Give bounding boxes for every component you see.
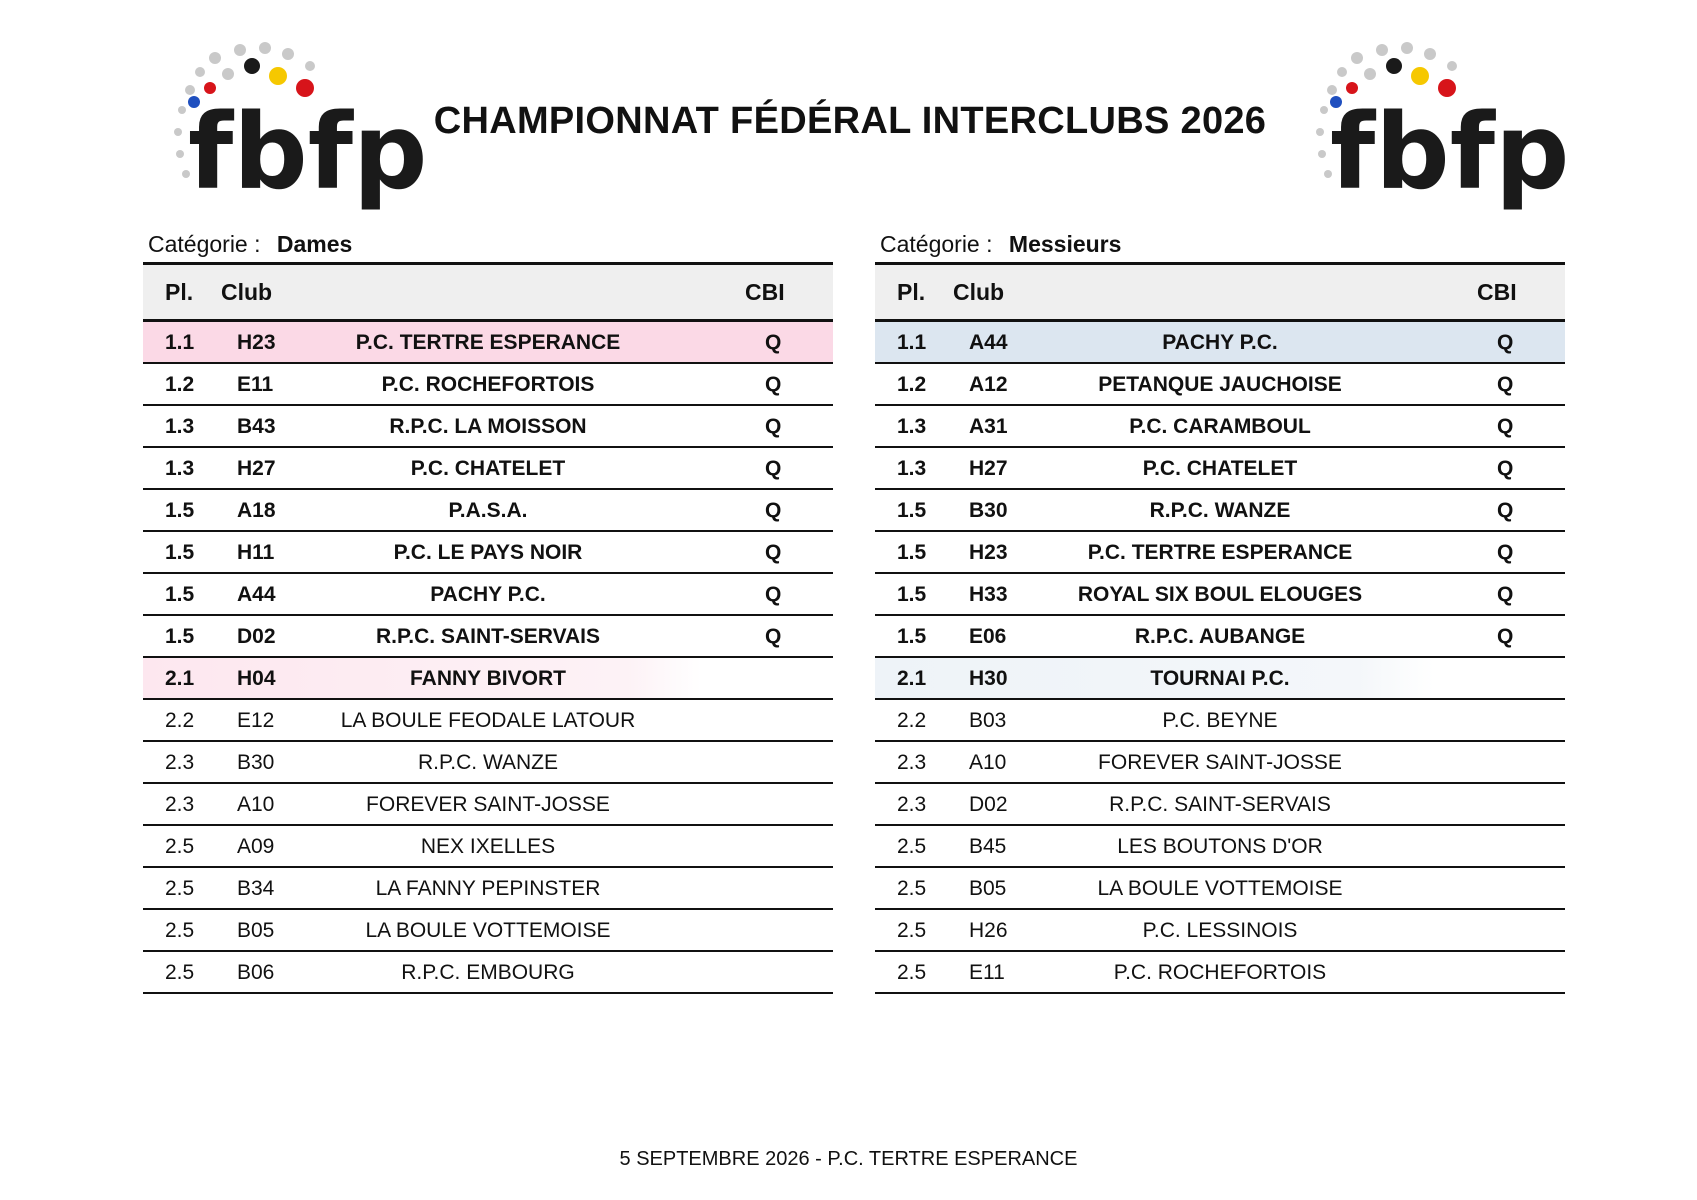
table-row [875, 658, 1565, 700]
club-name-cell: R.P.C. SAINT-SERVAIS [1109, 793, 1331, 816]
rank-cell: 1.5 [897, 583, 927, 606]
club-name-cell: LA BOULE VOTTEMOISE [365, 919, 611, 942]
club-code-cell: B30 [969, 499, 1008, 522]
table-row [143, 658, 833, 700]
table-row [875, 742, 1565, 784]
club-name-cell: P.C. TERTRE ESPERANCE [1087, 541, 1353, 564]
table-row [875, 616, 1565, 658]
header-pl: Pl. [165, 279, 194, 305]
club-code-cell: H27 [237, 457, 276, 480]
footer-text: 5 SEPTEMBRE 2026 - P.C. TERTRE ESPERANCE [619, 1148, 1078, 1170]
rank-cell: 2.5 [897, 877, 927, 900]
cbi-cell: Q [1497, 625, 1514, 648]
club-code-cell: D02 [237, 625, 276, 648]
category-value: Messieurs [1008, 231, 1122, 257]
messieurs-table-body [875, 322, 1565, 994]
rank-cell: 1.2 [165, 373, 195, 396]
club-name-cell: P.C. ROCHEFORTOIS [381, 373, 595, 396]
club-name-cell: PETANQUE JAUCHOISE [1098, 373, 1342, 396]
table-row [143, 910, 833, 952]
category-label: Catégorie : [148, 231, 261, 257]
club-name-cell: R.P.C. LA MOISSON [389, 415, 587, 438]
table-row [143, 826, 833, 868]
rank-cell: 2.5 [897, 835, 927, 858]
header-club: Club [953, 279, 1005, 305]
cbi-cell: Q [1497, 583, 1514, 606]
club-code-cell: E06 [969, 625, 1007, 648]
table-row [875, 364, 1565, 406]
club-name-cell: ROYAL SIX BOUL ELOUGES [1077, 583, 1363, 606]
table-row [143, 742, 833, 784]
table-row [875, 490, 1565, 532]
header-pl: Pl. [897, 279, 926, 305]
table-row [143, 532, 833, 574]
category-value: Dames [276, 231, 353, 257]
rank-cell: 2.1 [897, 667, 927, 690]
club-name-cell: P.A.S.A. [448, 499, 528, 522]
rank-cell: 2.3 [897, 793, 927, 816]
club-code-cell: A18 [237, 499, 276, 522]
rank-cell: 2.3 [165, 751, 195, 774]
club-name-cell: R.P.C. WANZE [1149, 499, 1291, 522]
club-code-cell: E11 [237, 373, 274, 396]
club-code-cell: H26 [969, 919, 1008, 942]
table-row [143, 616, 833, 658]
svg-text:fbfp: fbfp [1330, 91, 1570, 213]
club-code-cell: H04 [237, 667, 276, 690]
cbi-cell: Q [1497, 331, 1514, 354]
rank-cell: 1.5 [165, 625, 195, 648]
cbi-cell: Q [765, 331, 782, 354]
table-row [143, 574, 833, 616]
club-name-cell: FOREVER SAINT-JOSSE [1098, 751, 1342, 774]
club-name-cell: P.C. LE PAYS NOIR [393, 541, 583, 564]
cbi-cell: Q [765, 541, 782, 564]
rank-cell: 1.5 [897, 625, 927, 648]
club-name-cell: TOURNAI P.C. [1150, 667, 1290, 690]
table-row [143, 784, 833, 826]
rank-cell: 2.5 [897, 961, 927, 984]
club-code-cell: B43 [237, 415, 276, 438]
club-code-cell: H27 [969, 457, 1008, 480]
cbi-cell: Q [765, 625, 782, 648]
dames-table-body [143, 322, 833, 994]
club-name-cell: R.P.C. WANZE [417, 751, 559, 774]
fbfp-logo-right [1302, 40, 1570, 215]
page-title: CHAMPIONNAT FÉDÉRAL INTERCLUBS 2026 [433, 100, 1267, 142]
table-row [875, 448, 1565, 490]
club-code-cell: A12 [969, 373, 1008, 396]
rank-cell: 1.1 [897, 331, 927, 354]
club-name-cell: LA BOULE FEODALE LATOUR [340, 709, 636, 732]
club-code-cell: H33 [969, 583, 1008, 606]
club-name-cell: PACHY P.C. [430, 583, 546, 606]
club-code-cell: B05 [969, 877, 1007, 900]
table-row [143, 952, 833, 994]
club-name-cell: R.P.C. SAINT-SERVAIS [375, 625, 601, 648]
club-name-cell: LA FANNY PEPINSTER [375, 877, 601, 900]
rank-cell: 1.5 [897, 541, 927, 564]
cbi-cell: Q [1497, 457, 1514, 480]
rank-cell: 1.3 [165, 457, 195, 480]
rank-cell: 1.3 [897, 457, 927, 480]
table-row [143, 868, 833, 910]
club-code-cell: E12 [237, 709, 275, 732]
cbi-cell: Q [765, 415, 782, 438]
cbi-cell: Q [765, 583, 782, 606]
category-label: Catégorie : [880, 231, 993, 257]
table-row [143, 490, 833, 532]
dames-panel [143, 226, 833, 994]
rank-cell: 1.1 [165, 331, 195, 354]
cbi-cell: Q [1497, 541, 1514, 564]
club-code-cell: A44 [237, 583, 276, 606]
table-row [875, 784, 1565, 826]
rank-cell: 2.5 [165, 877, 195, 900]
rank-cell: 1.3 [165, 415, 195, 438]
club-code-cell: B30 [237, 751, 275, 774]
club-code-cell: B45 [969, 835, 1007, 858]
club-code-cell: B05 [237, 919, 275, 942]
club-name-cell: R.P.C. EMBOURG [401, 961, 575, 984]
table-header [143, 262, 833, 322]
club-code-cell: H23 [969, 541, 1008, 564]
svg-text:fbfp: fbfp [188, 91, 428, 213]
table-row [143, 364, 833, 406]
cbi-cell: Q [765, 373, 782, 396]
rank-cell: 2.2 [897, 709, 927, 732]
table-header [875, 262, 1565, 322]
table-row [143, 322, 833, 364]
table-row [143, 406, 833, 448]
table-row [875, 826, 1565, 868]
fbfp-logo-left [160, 40, 428, 215]
table-row [875, 406, 1565, 448]
table-row [875, 532, 1565, 574]
club-name-cell: P.C. CHATELET [1142, 457, 1298, 480]
table-row [875, 952, 1565, 994]
rank-cell: 2.5 [165, 961, 195, 984]
rank-cell: 1.5 [165, 541, 195, 564]
table-row [143, 448, 833, 490]
club-name-cell: P.C. CARAMBOUL [1129, 415, 1311, 438]
table-row [875, 700, 1565, 742]
fbfp-logo-graphic [160, 40, 428, 215]
club-code-cell: H11 [237, 541, 275, 564]
rank-cell: 2.5 [897, 919, 927, 942]
club-code-cell: A09 [237, 835, 275, 858]
cbi-cell: Q [765, 499, 782, 522]
table-row [875, 868, 1565, 910]
club-code-cell: B03 [969, 709, 1007, 732]
header-cbi: CBI [745, 279, 785, 305]
rank-cell: 2.1 [165, 667, 195, 690]
rank-cell: 1.2 [897, 373, 927, 396]
club-code-cell: A10 [237, 793, 275, 816]
club-code-cell: B34 [237, 877, 275, 900]
category-line [875, 226, 1565, 262]
club-code-cell: A31 [969, 415, 1008, 438]
table-row [875, 322, 1565, 364]
club-code-cell: H23 [237, 331, 276, 354]
club-name-cell: PACHY P.C. [1162, 331, 1278, 354]
rank-cell: 2.2 [165, 709, 195, 732]
rank-cell: 2.5 [165, 835, 195, 858]
rank-cell: 1.5 [165, 499, 195, 522]
rank-cell: 2.3 [897, 751, 927, 774]
messieurs-panel [875, 226, 1565, 994]
cbi-cell: Q [765, 457, 782, 480]
club-code-cell: D02 [969, 793, 1008, 816]
club-code-cell: B06 [237, 961, 275, 984]
rank-cell: 2.3 [165, 793, 195, 816]
table-row [143, 700, 833, 742]
club-code-cell: A44 [969, 331, 1008, 354]
rank-cell: 1.5 [897, 499, 927, 522]
rank-cell: 1.5 [165, 583, 195, 606]
cbi-cell: Q [1497, 499, 1514, 522]
club-name-cell: P.C. BEYNE [1162, 709, 1278, 732]
club-name-cell: P.C. TERTRE ESPERANCE [355, 331, 621, 354]
club-name-cell: LES BOUTONS D'OR [1117, 835, 1323, 858]
fbfp-logo-graphic [1302, 40, 1570, 215]
club-name-cell: FANNY BIVORT [410, 667, 566, 690]
club-name-cell: FOREVER SAINT-JOSSE [366, 793, 610, 816]
rank-cell: 1.3 [897, 415, 927, 438]
club-code-cell: A10 [969, 751, 1007, 774]
header-cbi: CBI [1477, 279, 1517, 305]
table-row [875, 910, 1565, 952]
club-name-cell: P.C. LESSINOIS [1142, 919, 1298, 942]
table-row [875, 574, 1565, 616]
club-name-cell: NEX IXELLES [420, 835, 556, 858]
cbi-cell: Q [1497, 373, 1514, 396]
cbi-cell: Q [1497, 415, 1514, 438]
club-code-cell: H30 [969, 667, 1008, 690]
club-code-cell: E11 [969, 961, 1005, 984]
rank-cell: 2.5 [165, 919, 195, 942]
club-name-cell: P.C. CHATELET [410, 457, 566, 480]
club-name-cell: R.P.C. AUBANGE [1134, 625, 1306, 648]
club-name-cell: P.C. ROCHEFORTOIS [1113, 961, 1327, 984]
header-club: Club [221, 279, 273, 305]
club-name-cell: LA BOULE VOTTEMOISE [1097, 877, 1343, 900]
category-line [143, 226, 833, 262]
